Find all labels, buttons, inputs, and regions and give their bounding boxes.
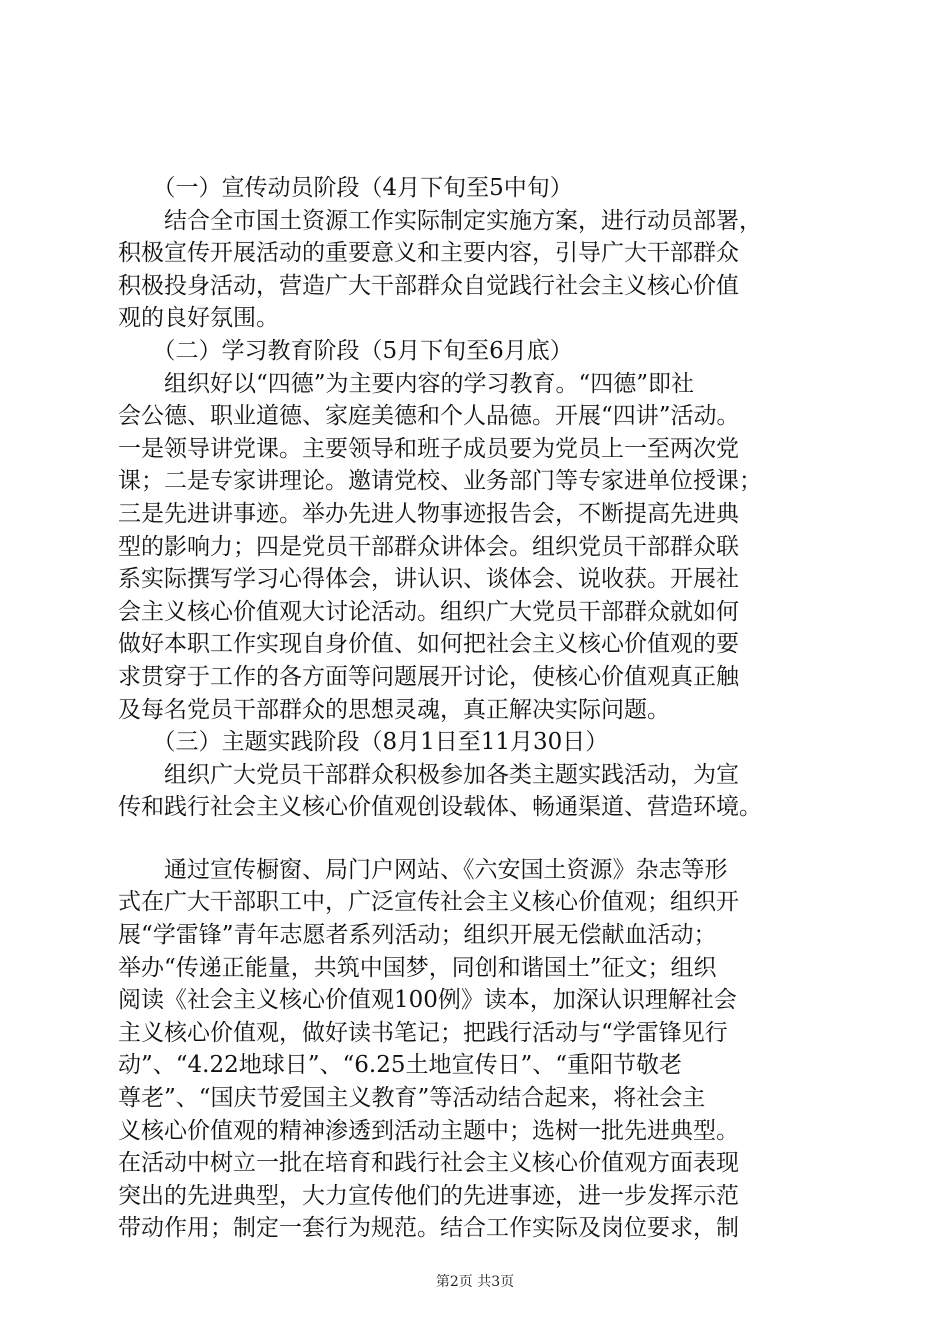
text-line: 观的良好氛围。 — [118, 305, 279, 332]
text-line: 组织好以“四德”为主要内容的学习教育。“四德”即社 — [118, 370, 695, 397]
text-line: 尊老”、“国庆节爱国主义教育”等活动结合起来，将社会主 — [118, 1085, 706, 1112]
document-body — [118, 172, 833, 1245]
text-line: （一）宣传动员阶段（4月下旬至5中旬） — [118, 175, 573, 201]
text-line: 通过宣传橱窗、局门户网站、《六安国土资源》杂志等形 — [118, 856, 728, 883]
text-line: 传和践行社会主义核心价值观创设载体、畅通渠道、营造环境。 — [118, 794, 762, 821]
text-line: 主义核心价值观，做好读书笔记；把践行活动与“学雷锋见行 — [118, 1019, 728, 1046]
text-line: 做好本职工作实现自身价值、如何把社会主义核心价值观的要 — [118, 631, 739, 658]
text-line: 积极宣传开展活动的重要意义和主要内容，引导广大干部群众 — [118, 240, 739, 267]
text-line: 举办“传递正能量，共筑中国梦，同创和谐国土”征文；组织 — [118, 954, 717, 981]
text-line: 一是领导讲党课。主要领导和班子成员要为党员上一至两次党 — [118, 435, 739, 462]
text-line: 课；二是专家讲理论。邀请党校、业务部门等专家进单位授课； — [118, 468, 762, 495]
text-line: 会主义核心价值观大讨论活动。组织广大党员干部群众就如何 — [118, 598, 739, 625]
text-line: 及每名党员干部群众的思想灵魂，真正解决实际问题。 — [118, 696, 670, 723]
text-line: 求贯穿于工作的各方面等问题展开讨论，使核心价值观真正触 — [118, 663, 739, 690]
text-line: 阅读《社会主义核心价值观100例》读本，加深认识理解社会 — [118, 987, 737, 1014]
paragraph-gap — [118, 824, 833, 854]
text-line: 会公德、职业道德、家庭美德和个人品德。开展“四讲”活动。 — [118, 403, 740, 430]
text-line: 三是先进讲事迹。举办先进人物事迹报告会，不断提高先进典 — [118, 500, 739, 527]
text-line: 结合全市国土资源工作实际制定实施方案，进行动员部署， — [118, 207, 762, 234]
text-line: 义核心价值观的精神渗透到活动主题中；选树一批先进典型。 — [118, 1117, 739, 1144]
text-line: 动”、“4.22地球日”、“6.25土地宣传日”、“重阳节敬老 — [118, 1052, 682, 1079]
page-footer: 第2页 共3页 — [435, 1274, 515, 1290]
text-line: 式在广大干部职工中，广泛宣传社会主义核心价值观；组织开 — [118, 889, 739, 916]
text-line: 组织广大党员干部群众积极参加各类主题实践活动，为宣 — [118, 761, 739, 788]
text-line: 系实际撰写学习心得体会，讲认识、谈体会、说收获。开展社 — [118, 566, 739, 593]
text-line: 在活动中树立一批在培育和践行社会主义核心价值观方面表现 — [118, 1150, 739, 1177]
text-line: （三）主题实践阶段（8月1日至11月30日） — [118, 729, 609, 756]
text-line: 突出的先进典型，大力宣传他们的先进事迹，进一步发挥示范 — [118, 1182, 739, 1209]
text-line: 带动作用；制定一套行为规范。结合工作实际及岗位要求，制 — [118, 1215, 739, 1242]
text-line: （二）学习教育阶段（5月下旬至6月底） — [118, 337, 573, 364]
text-line: 展“学雷锋”青年志愿者系列活动；组织开展无偿献血活动； — [118, 922, 717, 949]
text-line: 积极投身活动，营造广大干部群众自觉践行社会主义核心价值 — [118, 272, 739, 299]
text-line: 型的影响力；四是党员干部群众讲体会。组织党员干部群众联 — [118, 533, 739, 560]
